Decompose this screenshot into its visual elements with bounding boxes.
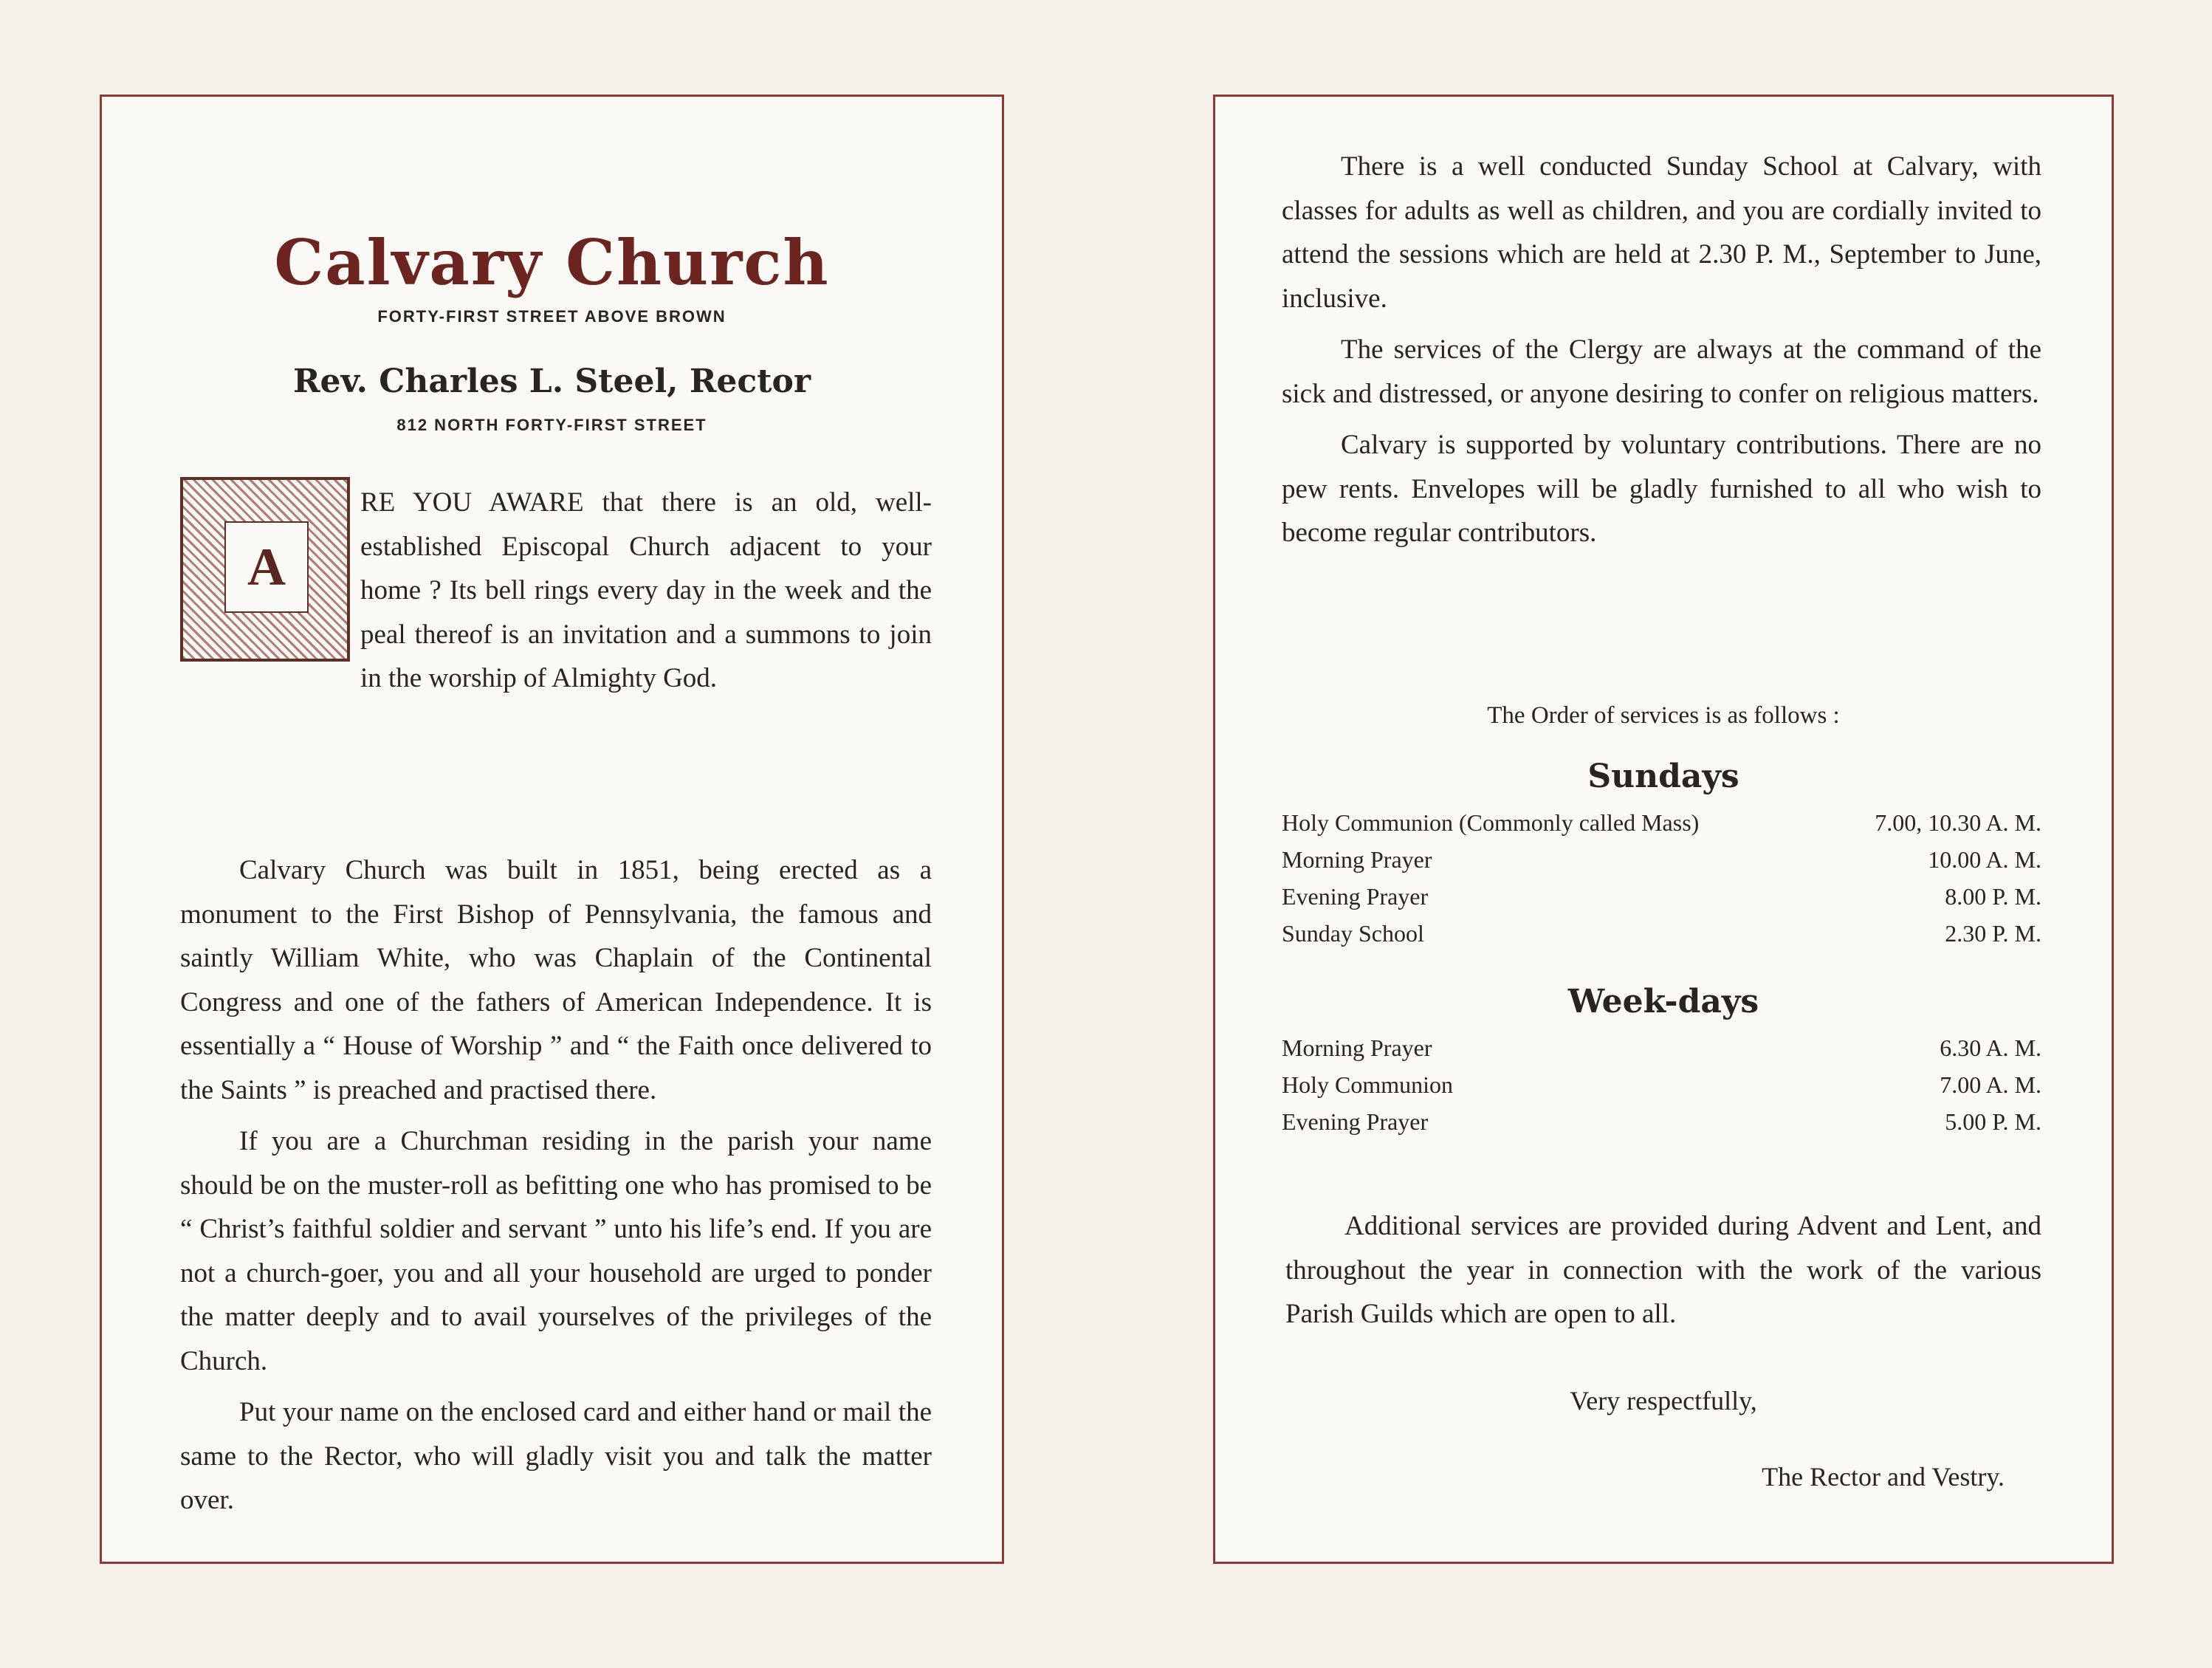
card-paragraph: Put your name on the enclosed card and either hand or mail the same to the Rector, who will gladly visit you and talk the matter over. xyxy=(180,1397,932,1515)
order-heading: The Order of services is as follows : xyxy=(1487,702,1840,729)
service-time: 2.30 P. M. xyxy=(1945,920,2041,947)
service-name: Morning Prayer xyxy=(1282,846,1432,873)
service-row xyxy=(1282,846,2041,883)
closing-line: Very respectfully, xyxy=(1570,1386,1757,1415)
signature: The Rector and Vestry. xyxy=(1762,1462,2005,1492)
churchman-paragraph: If you are a Churchman residing in the parish your name should be on the muster-roll as befitting one who has promised to be “ Christ’s faithful soldier and servant ” unto his life’s end. If you are not a church-goer, you and all your household are urged to ponder the matter deeply and to avail yourselves of the privileges of the Church. xyxy=(180,1126,932,1376)
church-title: Calvary Church xyxy=(274,226,830,299)
service-name: Holy Communion (Commonly called Mass) xyxy=(1282,809,1700,836)
service-row xyxy=(1282,1034,2041,1071)
intro-paragraph: RE YOU AWARE that there is an old, well-established Episcopal Church adjacent to your home ? Its bell rings every day in the week and the peal thereof is an invitation and a summons to join in the worship of Almighty God. xyxy=(360,487,932,693)
service-name: Holy Communion xyxy=(1282,1071,1454,1098)
service-row xyxy=(1282,1108,2041,1145)
clergy-paragraph: The services of the Clergy are always at the command of the sick and distressed, or anyone desiring to confer on religious matters. xyxy=(1282,334,2041,409)
service-time: 6.30 A. M. xyxy=(1940,1034,2041,1061)
service-time: 7.00, 10.30 A. M. xyxy=(1875,809,2041,836)
history-paragraph: Calvary Church was built in 1851, being erected as a monument to the First Bishop of Pennsylvania, the famous and saintly William White, who was Chaplain of the Continental Congress and one of the fathers of American Independence. It is essentially a “ House of Worship ” and “ the Faith once delivered to the Saints ” is preached and practised there. xyxy=(180,855,932,1105)
service-name: Evening Prayer xyxy=(1282,1108,1429,1135)
service-time: 7.00 A. M. xyxy=(1940,1071,2041,1098)
contributions-paragraph: Calvary is supported by voluntary contributions. There are no pew rents. Envelopes will be gladly furnished to all who wish to become regular contributors. xyxy=(1282,430,2041,548)
additional-paragraph: Additional services are provided during Advent and Lent, and throughout the year in connection with the work of the various Parish Guilds which are open to all. xyxy=(1285,1211,2041,1329)
church-address: FORTY-FIRST STREET ABOVE BROWN xyxy=(377,307,727,326)
service-time: 5.00 P. M. xyxy=(1945,1108,2041,1135)
additional-services xyxy=(1285,1204,2041,1344)
service-row xyxy=(1282,920,2041,957)
service-time: 8.00 P. M. xyxy=(1945,883,2041,910)
service-name: Morning Prayer xyxy=(1282,1034,1432,1061)
sunday-school-paragraph: There is a well conducted Sunday School at Calvary, with classes for adults as well as children, and you are cordially invited to attend the sessions which are held at 2.30 P. M., September to June, inclusive. xyxy=(1282,151,2041,314)
left-body xyxy=(180,481,932,708)
initial-letter: A xyxy=(224,521,309,613)
service-row xyxy=(1282,809,2041,846)
service-name: Evening Prayer xyxy=(1282,883,1429,910)
service-row xyxy=(1282,883,2041,920)
weekdays-heading: Week-days xyxy=(1567,983,1759,1020)
service-row xyxy=(1282,1071,2041,1108)
rector-address: 812 NORTH FORTY-FIRST STREET xyxy=(396,416,707,434)
sundays-heading: Sundays xyxy=(1587,758,1739,795)
left-page xyxy=(100,95,1004,1564)
right-body xyxy=(1282,145,2041,563)
service-time: 10.00 A. M. xyxy=(1928,846,2041,873)
right-page xyxy=(1213,95,2114,1564)
rector-name: Rev. Charles L. Steel, Rector xyxy=(292,363,811,400)
left-body-lower xyxy=(180,848,932,1530)
service-name: Sunday School xyxy=(1282,920,1424,947)
